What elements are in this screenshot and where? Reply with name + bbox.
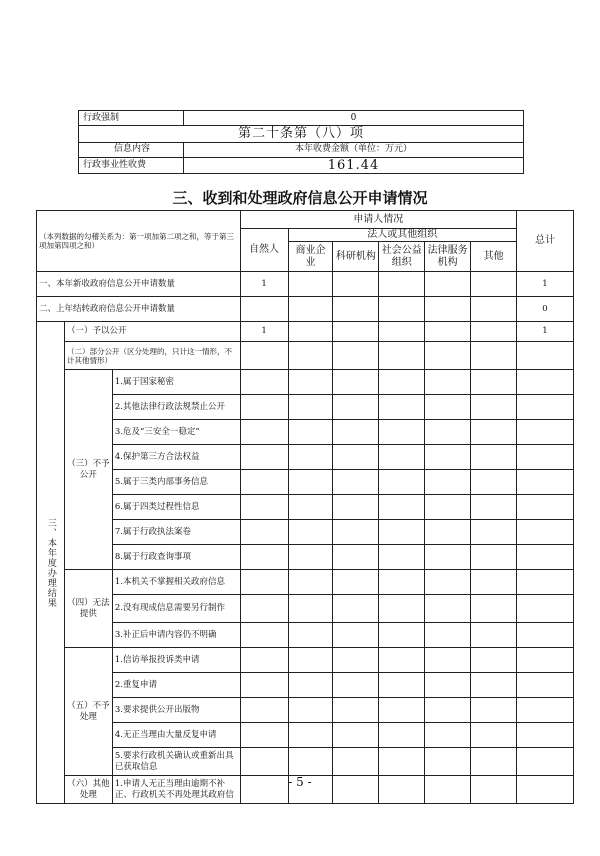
row-label: 6.属于四类过程性信息 [112, 495, 240, 520]
cell-label: 信息内容 [79, 142, 184, 157]
cell-value: 0 [517, 297, 574, 322]
col-header: 商业企业 [288, 242, 333, 272]
row-label: 4.无正当理由大量反复申请 [112, 723, 240, 748]
row-label: 7.属于行政执法案卷 [112, 520, 240, 545]
application-table [36, 210, 574, 804]
note-cell: （本列数据的勾稽关系为：第一项加第二项之和，等于第三项加第四项之和） [37, 211, 241, 272]
legal-org-header: 法人或其他组织 [288, 229, 517, 242]
cell-label: 行政强制 [79, 111, 184, 126]
cell-value: 0 [184, 111, 524, 126]
applicant-header: 申请人情况 [240, 211, 516, 229]
col-header: 科研机构 [333, 242, 379, 272]
cell-value: 1 [240, 272, 288, 297]
row-label: 二、上年结转政府信息公开申请数量 [37, 297, 241, 322]
group-label: （六）其他处理 [64, 776, 112, 804]
fee-amount: 161.44 [184, 157, 524, 174]
row-label: 1.本机关不掌握相关政府信息 [112, 570, 240, 595]
row-label: 1.属于国家秘密 [112, 370, 240, 395]
cell-value: 1 [517, 322, 574, 342]
cell-value: 1 [240, 322, 288, 342]
row-label: 3.补正后申请内容仍不明确 [112, 623, 240, 648]
row-label: 5.要求行政机关确认或重新出具已获取信息 [112, 748, 240, 776]
section-title: 三、收到和处理政府信息公开申请情况 [172, 189, 428, 207]
group-label: （五）不予处理 [64, 648, 112, 776]
row-label: 1.申请人无正当理由逾期不补正、行政机关不再处理其政府信 [112, 776, 240, 804]
row-label: 3.要求提供公开出版物 [112, 698, 240, 723]
row-label: 一、本年新收政府信息公开申请数量 [37, 272, 241, 297]
cell-value: 本年收费金额（单位：万元） [184, 142, 524, 157]
cell-label: 行政事业性收费 [79, 157, 184, 174]
total-header: 总计 [517, 211, 574, 272]
row-label: 4.保护第三方合法权益 [112, 445, 240, 470]
page-number: - 5 - [288, 775, 312, 789]
group-label: （四）无法提供 [64, 570, 112, 648]
clause-header: 第二十条第（八）项 [79, 126, 524, 143]
cell-value: 1 [517, 272, 574, 297]
row-label: 2.其他法律行政法规禁止公开 [112, 395, 240, 420]
section3-label: 三、本年度办理结果 [37, 322, 65, 804]
row-label: 3.危及“三安全一稳定” [112, 420, 240, 445]
row-label: 5.属于三类内部事务信息 [112, 470, 240, 495]
natural-person-header: 自然人 [240, 229, 288, 272]
group-label: （三）不予公开 [64, 370, 112, 570]
row-label: 2.没有现成信息需要另行制作 [112, 595, 240, 623]
col-header: 社会公益组织 [379, 242, 425, 272]
col-header: 法律服务机构 [425, 242, 471, 272]
row-label: 8.属于行政查询事项 [112, 545, 240, 570]
row-label: 2.重复申请 [112, 673, 240, 698]
row-label: 1.信访举报投诉类申请 [112, 648, 240, 673]
row-label: （二）部分公开（区分处理的，只计这一情形，不计其他情形） [64, 342, 240, 370]
revenue-table [78, 110, 524, 174]
row-label: （一）予以公开 [64, 322, 240, 342]
col-header: 其他 [471, 242, 517, 272]
